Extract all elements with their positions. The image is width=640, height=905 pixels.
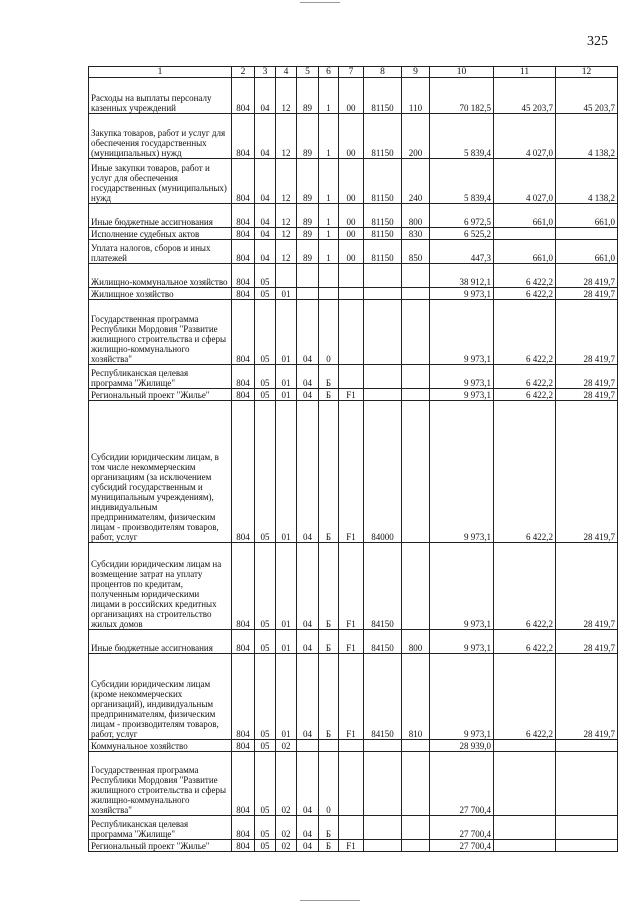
code-subprogram-cell: 0 bbox=[319, 300, 339, 365]
code-section-cell: 04 bbox=[255, 78, 276, 114]
row-name-cell: Государственная программа Республики Мордовия "Развитие жилищного строительства и сферы жилищно-коммунального хозяйства" bbox=[89, 300, 232, 365]
column-header: 8 bbox=[364, 67, 402, 78]
row-name-cell: Субсидии юридическим лицам, в том числе некоммерческим организациям (за исключением субсидий государственным и муниципальным учреждениям), индивидуальным предпринимателям, физическим лицам - производителям товаров, работ, услуг bbox=[89, 401, 232, 543]
amount-year-2-cell bbox=[494, 228, 556, 240]
row-name-cell: Государственная программа Республики Мордовия "Развитие жилищного строительства и сферы жилищно-коммунального хозяйства" bbox=[89, 752, 232, 816]
code-program-cell bbox=[297, 740, 319, 752]
code-project-cell bbox=[339, 264, 364, 288]
code-subsection-cell: 02 bbox=[276, 816, 297, 840]
code-project-cell bbox=[339, 816, 364, 840]
code-admin-cell: 804 bbox=[232, 740, 255, 752]
amount-year-1-cell: 38 912,1 bbox=[430, 264, 494, 288]
code-subsection-cell: 01 bbox=[276, 543, 297, 630]
code-direction-cell: 84000 bbox=[364, 401, 402, 543]
code-program-cell: 89 bbox=[297, 159, 319, 204]
column-header: 4 bbox=[276, 67, 297, 78]
scan-mark-top bbox=[300, 2, 340, 3]
code-admin-cell: 804 bbox=[232, 752, 255, 816]
code-project-cell: 00 bbox=[339, 78, 364, 114]
amount-year-3-cell bbox=[556, 816, 618, 840]
code-direction-cell bbox=[364, 300, 402, 365]
code-direction-cell bbox=[364, 288, 402, 300]
code-project-cell: F1 bbox=[339, 543, 364, 630]
code-section-cell: 05 bbox=[255, 740, 276, 752]
code-expense-type-cell: 110 bbox=[402, 78, 430, 114]
code-program-cell: 04 bbox=[297, 630, 319, 654]
amount-year-3-cell: 4 138,2 bbox=[556, 114, 618, 159]
code-project-cell: F1 bbox=[339, 630, 364, 654]
code-program-cell bbox=[297, 288, 319, 300]
amount-year-2-cell: 6 422,2 bbox=[494, 288, 556, 300]
code-section-cell: 05 bbox=[255, 365, 276, 389]
code-expense-type-cell bbox=[402, 840, 430, 852]
code-project-cell bbox=[339, 288, 364, 300]
code-program-cell: 04 bbox=[297, 401, 319, 543]
code-subsection-cell: 01 bbox=[276, 389, 297, 401]
code-direction-cell: 81150 bbox=[364, 114, 402, 159]
column-header: 7 bbox=[339, 67, 364, 78]
table-row bbox=[89, 300, 618, 365]
amount-year-2-cell: 661,0 bbox=[494, 204, 556, 228]
code-subprogram-cell bbox=[319, 264, 339, 288]
code-program-cell: 04 bbox=[297, 543, 319, 630]
code-project-cell: 00 bbox=[339, 228, 364, 240]
code-direction-cell bbox=[364, 365, 402, 389]
amount-year-3-cell: 28 419,7 bbox=[556, 288, 618, 300]
code-project-cell bbox=[339, 365, 364, 389]
amount-year-2-cell bbox=[494, 840, 556, 852]
code-subsection-cell: 01 bbox=[276, 630, 297, 654]
row-name-cell: Закупка товаров, работ и услуг для обеспечения государственных (муниципальных) нужд bbox=[89, 114, 232, 159]
table-row bbox=[89, 78, 618, 114]
code-project-cell: F1 bbox=[339, 401, 364, 543]
amount-year-1-cell: 27 700,4 bbox=[430, 840, 494, 852]
scan-mark-bottom bbox=[300, 900, 360, 901]
table-row bbox=[89, 288, 618, 300]
amount-year-1-cell: 9 973,1 bbox=[430, 288, 494, 300]
column-header: 5 bbox=[297, 67, 319, 78]
code-admin-cell: 804 bbox=[232, 78, 255, 114]
code-admin-cell: 804 bbox=[232, 365, 255, 389]
code-admin-cell: 804 bbox=[232, 543, 255, 630]
code-subprogram-cell: Б bbox=[319, 654, 339, 740]
page-number: 325 bbox=[587, 34, 608, 49]
amount-year-2-cell: 6 422,2 bbox=[494, 630, 556, 654]
amount-year-1-cell: 9 973,1 bbox=[430, 630, 494, 654]
code-admin-cell: 804 bbox=[232, 300, 255, 365]
code-expense-type-cell bbox=[402, 365, 430, 389]
amount-year-3-cell: 28 419,7 bbox=[556, 365, 618, 389]
code-section-cell: 04 bbox=[255, 114, 276, 159]
amount-year-1-cell: 9 973,1 bbox=[430, 654, 494, 740]
code-project-cell: F1 bbox=[339, 389, 364, 401]
code-admin-cell: 804 bbox=[232, 204, 255, 228]
code-admin-cell: 804 bbox=[232, 240, 255, 264]
code-subsection-cell: 12 bbox=[276, 204, 297, 228]
code-direction-cell: 84150 bbox=[364, 543, 402, 630]
code-project-cell: 00 bbox=[339, 114, 364, 159]
amount-year-3-cell: 661,0 bbox=[556, 204, 618, 228]
code-section-cell: 05 bbox=[255, 816, 276, 840]
table-row bbox=[89, 204, 618, 228]
code-expense-type-cell: 800 bbox=[402, 204, 430, 228]
code-direction-cell: 84150 bbox=[364, 630, 402, 654]
amount-year-2-cell: 6 422,2 bbox=[494, 365, 556, 389]
code-section-cell: 05 bbox=[255, 543, 276, 630]
amount-year-2-cell: 6 422,2 bbox=[494, 264, 556, 288]
amount-year-3-cell bbox=[556, 840, 618, 852]
table-row bbox=[89, 543, 618, 630]
row-name-cell: Жилищно-коммунальное хозяйство bbox=[89, 264, 232, 288]
table-row bbox=[89, 159, 618, 204]
row-name-cell: Республиканская целевая программа "Жилище" bbox=[89, 816, 232, 840]
row-name-cell: Республиканская целевая программа "Жилище" bbox=[89, 365, 232, 389]
code-subsection-cell: 01 bbox=[276, 288, 297, 300]
code-expense-type-cell bbox=[402, 389, 430, 401]
code-program-cell: 89 bbox=[297, 240, 319, 264]
amount-year-3-cell: 28 419,7 bbox=[556, 401, 618, 543]
code-subprogram-cell: 1 bbox=[319, 114, 339, 159]
code-expense-type-cell bbox=[402, 752, 430, 816]
amount-year-1-cell: 27 700,4 bbox=[430, 752, 494, 816]
amount-year-2-cell: 6 422,2 bbox=[494, 654, 556, 740]
code-direction-cell: 81150 bbox=[364, 240, 402, 264]
budget-table bbox=[88, 66, 618, 852]
code-project-cell: F1 bbox=[339, 840, 364, 852]
amount-year-3-cell: 28 419,7 bbox=[556, 654, 618, 740]
amount-year-3-cell: 28 419,7 bbox=[556, 300, 618, 365]
table-row bbox=[89, 264, 618, 288]
table-header-row bbox=[89, 67, 618, 78]
amount-year-1-cell: 6 525,2 bbox=[430, 228, 494, 240]
code-subprogram-cell: 1 bbox=[319, 228, 339, 240]
code-expense-type-cell bbox=[402, 740, 430, 752]
code-subprogram-cell: Б bbox=[319, 630, 339, 654]
code-admin-cell: 804 bbox=[232, 840, 255, 852]
code-project-cell: F1 bbox=[339, 654, 364, 740]
column-header: 9 bbox=[402, 67, 430, 78]
code-subsection-cell: 02 bbox=[276, 840, 297, 852]
code-direction-cell: 81150 bbox=[364, 204, 402, 228]
amount-year-3-cell: 28 419,7 bbox=[556, 543, 618, 630]
code-program-cell: 04 bbox=[297, 389, 319, 401]
code-project-cell bbox=[339, 740, 364, 752]
code-subprogram-cell: Б bbox=[319, 840, 339, 852]
code-expense-type-cell: 830 bbox=[402, 228, 430, 240]
column-header: 2 bbox=[232, 67, 255, 78]
code-section-cell: 05 bbox=[255, 840, 276, 852]
amount-year-1-cell: 27 700,4 bbox=[430, 816, 494, 840]
row-name-cell: Субсидии юридическим лицам на возмещение затрат на уплату процентов по кредитам, полученным юридическими лицами в российских кредитных организациях на строительство жилых домов bbox=[89, 543, 232, 630]
row-name-cell: Уплата налогов, сборов и иных платежей bbox=[89, 240, 232, 264]
column-header: 6 bbox=[319, 67, 339, 78]
code-expense-type-cell bbox=[402, 288, 430, 300]
amount-year-1-cell: 447,3 bbox=[430, 240, 494, 264]
amount-year-1-cell: 70 182,5 bbox=[430, 78, 494, 114]
table-row bbox=[89, 630, 618, 654]
code-project-cell: 00 bbox=[339, 159, 364, 204]
code-subprogram-cell bbox=[319, 740, 339, 752]
amount-year-2-cell bbox=[494, 752, 556, 816]
column-header: 3 bbox=[255, 67, 276, 78]
amount-year-3-cell bbox=[556, 228, 618, 240]
code-program-cell: 04 bbox=[297, 654, 319, 740]
column-header: 11 bbox=[494, 67, 556, 78]
code-subprogram-cell: 1 bbox=[319, 204, 339, 228]
table-row bbox=[89, 740, 618, 752]
amount-year-3-cell: 45 203,7 bbox=[556, 78, 618, 114]
code-expense-type-cell bbox=[402, 300, 430, 365]
code-subsection-cell: 01 bbox=[276, 365, 297, 389]
code-subsection-cell: 02 bbox=[276, 740, 297, 752]
code-subprogram-cell: Б bbox=[319, 389, 339, 401]
row-name-cell: Иные бюджетные ассигнования bbox=[89, 630, 232, 654]
table-row bbox=[89, 365, 618, 389]
amount-year-2-cell bbox=[494, 816, 556, 840]
code-expense-type-cell: 800 bbox=[402, 630, 430, 654]
amount-year-2-cell: 4 027,0 bbox=[494, 159, 556, 204]
code-section-cell: 04 bbox=[255, 159, 276, 204]
code-direction-cell: 84150 bbox=[364, 654, 402, 740]
code-program-cell: 89 bbox=[297, 78, 319, 114]
code-section-cell: 05 bbox=[255, 389, 276, 401]
code-admin-cell: 804 bbox=[232, 401, 255, 543]
code-direction-cell: 81150 bbox=[364, 228, 402, 240]
code-direction-cell: 81150 bbox=[364, 78, 402, 114]
code-subprogram-cell: Б bbox=[319, 365, 339, 389]
table-row bbox=[89, 228, 618, 240]
row-name-cell: Региональный проект "Жилье" bbox=[89, 389, 232, 401]
code-program-cell: 04 bbox=[297, 365, 319, 389]
code-subsection-cell: 12 bbox=[276, 114, 297, 159]
code-subsection-cell: 01 bbox=[276, 401, 297, 543]
code-subprogram-cell: 1 bbox=[319, 240, 339, 264]
code-section-cell: 05 bbox=[255, 288, 276, 300]
code-subprogram-cell bbox=[319, 288, 339, 300]
code-admin-cell: 804 bbox=[232, 816, 255, 840]
code-admin-cell: 804 bbox=[232, 264, 255, 288]
amount-year-2-cell: 6 422,2 bbox=[494, 389, 556, 401]
amount-year-1-cell: 5 839,4 bbox=[430, 114, 494, 159]
amount-year-1-cell: 9 973,1 bbox=[430, 389, 494, 401]
code-program-cell: 04 bbox=[297, 300, 319, 365]
amount-year-3-cell: 4 138,2 bbox=[556, 159, 618, 204]
table-row bbox=[89, 401, 618, 543]
code-admin-cell: 804 bbox=[232, 159, 255, 204]
table-row bbox=[89, 240, 618, 264]
code-subsection-cell: 12 bbox=[276, 159, 297, 204]
code-subsection-cell: 12 bbox=[276, 78, 297, 114]
row-name-cell: Коммунальное хозяйство bbox=[89, 740, 232, 752]
code-subprogram-cell: Б bbox=[319, 401, 339, 543]
code-admin-cell: 804 bbox=[232, 630, 255, 654]
code-direction-cell bbox=[364, 264, 402, 288]
code-subprogram-cell: 1 bbox=[319, 159, 339, 204]
table-row bbox=[89, 114, 618, 159]
row-name-cell: Региональный проект "Жилье" bbox=[89, 840, 232, 852]
code-section-cell: 04 bbox=[255, 228, 276, 240]
amount-year-2-cell bbox=[494, 740, 556, 752]
amount-year-3-cell: 28 419,7 bbox=[556, 389, 618, 401]
code-program-cell: 89 bbox=[297, 114, 319, 159]
row-name-cell: Субсидии юридическим лицам (кроме некоммерческих организаций), индивидуальным предпринимателям, физическим лицам - производителям товаров, работ, услуг bbox=[89, 654, 232, 740]
amount-year-1-cell: 9 973,1 bbox=[430, 365, 494, 389]
row-name-cell: Расходы на выплаты персоналу казенных учреждений bbox=[89, 78, 232, 114]
table-row bbox=[89, 752, 618, 816]
amount-year-3-cell bbox=[556, 740, 618, 752]
code-admin-cell: 804 bbox=[232, 228, 255, 240]
code-expense-type-cell: 850 bbox=[402, 240, 430, 264]
amount-year-2-cell: 4 027,0 bbox=[494, 114, 556, 159]
code-subprogram-cell: Б bbox=[319, 543, 339, 630]
row-name-cell: Иные бюджетные ассигнования bbox=[89, 204, 232, 228]
row-name-cell: Иные закупки товаров, работ и услуг для обеспечения государственных (муниципальных) нужд bbox=[89, 159, 232, 204]
amount-year-1-cell: 28 939,0 bbox=[430, 740, 494, 752]
code-subsection-cell: 12 bbox=[276, 228, 297, 240]
column-header: 10 bbox=[430, 67, 494, 78]
code-subsection-cell: 02 bbox=[276, 752, 297, 816]
code-project-cell: 00 bbox=[339, 240, 364, 264]
table-row bbox=[89, 816, 618, 840]
code-section-cell: 05 bbox=[255, 752, 276, 816]
code-subsection-cell bbox=[276, 264, 297, 288]
code-section-cell: 04 bbox=[255, 240, 276, 264]
code-expense-type-cell bbox=[402, 543, 430, 630]
row-name-cell: Жилищное хозяйство bbox=[89, 288, 232, 300]
amount-year-3-cell bbox=[556, 752, 618, 816]
amount-year-2-cell: 45 203,7 bbox=[494, 78, 556, 114]
code-section-cell: 05 bbox=[255, 264, 276, 288]
table-row bbox=[89, 389, 618, 401]
code-direction-cell bbox=[364, 740, 402, 752]
amount-year-3-cell: 28 419,7 bbox=[556, 264, 618, 288]
code-project-cell: 00 bbox=[339, 204, 364, 228]
code-admin-cell: 804 bbox=[232, 288, 255, 300]
code-section-cell: 05 bbox=[255, 401, 276, 543]
code-subsection-cell: 12 bbox=[276, 240, 297, 264]
code-section-cell: 05 bbox=[255, 630, 276, 654]
code-section-cell: 05 bbox=[255, 654, 276, 740]
amount-year-1-cell: 5 839,4 bbox=[430, 159, 494, 204]
code-section-cell: 04 bbox=[255, 204, 276, 228]
code-expense-type-cell bbox=[402, 264, 430, 288]
code-program-cell: 04 bbox=[297, 752, 319, 816]
column-header: 1 bbox=[89, 67, 232, 78]
row-name-cell: Исполнение судебных актов bbox=[89, 228, 232, 240]
amount-year-2-cell: 661,0 bbox=[494, 240, 556, 264]
code-subsection-cell: 01 bbox=[276, 300, 297, 365]
code-subprogram-cell: Б bbox=[319, 816, 339, 840]
code-direction-cell bbox=[364, 752, 402, 816]
code-expense-type-cell: 240 bbox=[402, 159, 430, 204]
code-expense-type-cell: 200 bbox=[402, 114, 430, 159]
code-admin-cell: 804 bbox=[232, 389, 255, 401]
code-expense-type-cell: 810 bbox=[402, 654, 430, 740]
amount-year-3-cell: 28 419,7 bbox=[556, 630, 618, 654]
amount-year-2-cell: 6 422,2 bbox=[494, 300, 556, 365]
code-subprogram-cell: 1 bbox=[319, 78, 339, 114]
amount-year-1-cell: 6 972,5 bbox=[430, 204, 494, 228]
table-row bbox=[89, 840, 618, 852]
code-subprogram-cell: 0 bbox=[319, 752, 339, 816]
code-project-cell bbox=[339, 300, 364, 365]
code-section-cell: 05 bbox=[255, 300, 276, 365]
amount-year-2-cell: 6 422,2 bbox=[494, 543, 556, 630]
code-subsection-cell: 01 bbox=[276, 654, 297, 740]
table-row bbox=[89, 654, 618, 740]
amount-year-2-cell: 6 422,2 bbox=[494, 401, 556, 543]
code-program-cell: 89 bbox=[297, 228, 319, 240]
amount-year-1-cell: 9 973,1 bbox=[430, 543, 494, 630]
code-program-cell bbox=[297, 264, 319, 288]
code-program-cell: 04 bbox=[297, 816, 319, 840]
amount-year-1-cell: 9 973,1 bbox=[430, 300, 494, 365]
column-header: 12 bbox=[556, 67, 618, 78]
code-admin-cell: 804 bbox=[232, 654, 255, 740]
code-direction-cell bbox=[364, 816, 402, 840]
code-expense-type-cell bbox=[402, 401, 430, 543]
code-program-cell: 89 bbox=[297, 204, 319, 228]
code-direction-cell: 81150 bbox=[364, 159, 402, 204]
code-direction-cell bbox=[364, 840, 402, 852]
amount-year-1-cell: 9 973,1 bbox=[430, 401, 494, 543]
code-expense-type-cell bbox=[402, 816, 430, 840]
code-admin-cell: 804 bbox=[232, 114, 255, 159]
amount-year-3-cell: 661,0 bbox=[556, 240, 618, 264]
code-direction-cell bbox=[364, 389, 402, 401]
code-project-cell bbox=[339, 752, 364, 816]
code-program-cell: 04 bbox=[297, 840, 319, 852]
